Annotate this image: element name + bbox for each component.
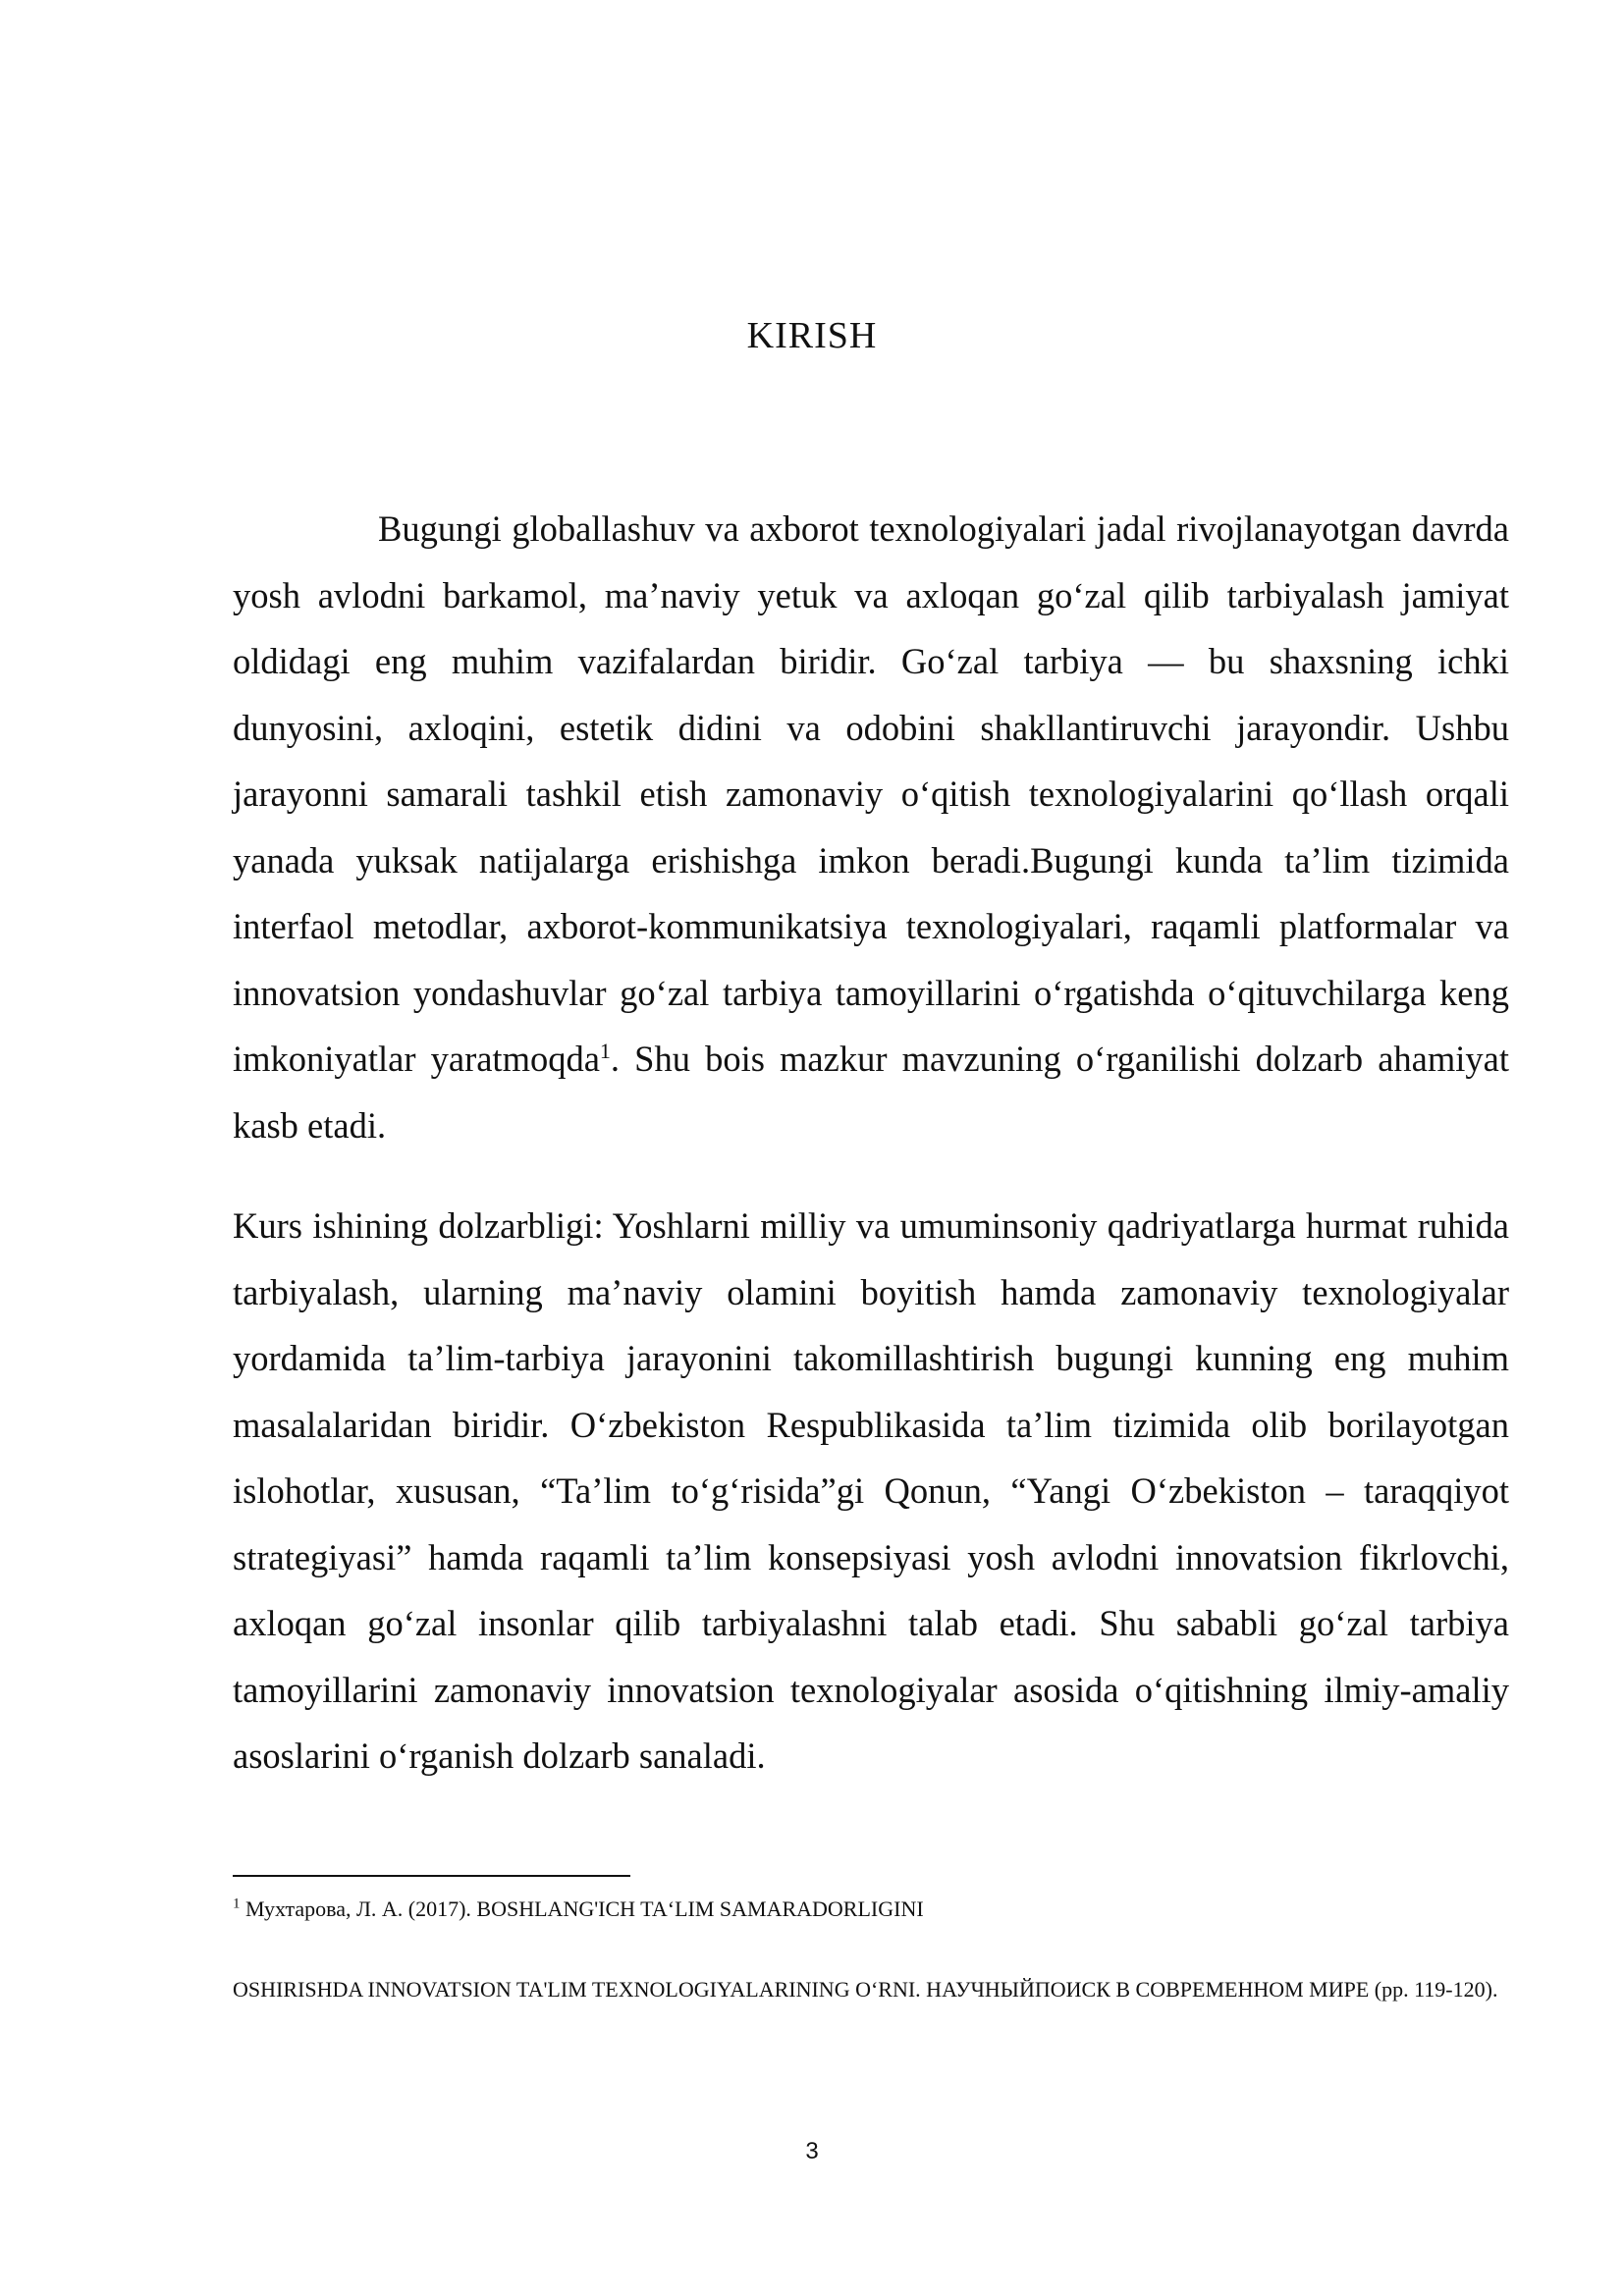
intro-paragraph-text: Bugungi globallashuv va axborot texnologiyalari jadal rivojlanayotgan davrda yosh avlodni barkamol, ma’naviy yetuk va axloqan go‘zal qilib tarbiyalash jamiyat oldidagi eng muhim vazifalardan biridir. Go‘zal tarbiya — bu shaxsning ichki dunyosini, axloqini, estetik didini va odobini shakllantiruvchi jarayondir. Ushbu jarayonni samarali tashkil etish zamonaviy o‘qitish texnologiyalarini qo‘llash orqali yanada yuksak natijalarga erishishga imkon beradi.Bugungi kunda ta’lim tizimida interfaol metodlar, axborot-kommunikatsiya texnologiyalari, raqamli platformalar va innovatsion yondashuvlar go‘zal tarbiya tamoyillarini o‘rgatishda o‘qituvchilarga keng imkoniyatlar yaratmoqda [233,508,1509,1079]
page-title: KIRISH [746,315,878,356]
footnote-reference[interactable]: 1 [599,1038,611,1063]
footnote-mark: 1 [233,1896,241,1912]
page-number: 3 [805,2138,819,2164]
relevance-text: Yoshlarni milliy va umuminsoniy qadriyatlarga hurmat ruhida tarbiyalash, ularning ma’naviy olamini boyitish hamda zamonaviy texnologiyalar yordamida ta’lim-tarbiya jarayonini takomillashtirish bugungi kunning eng muhim masalalaridan biridir. O‘zbekiston Respublikasida ta’lim tizimida olib borilayotgan islohotlar, xususan, “Ta’lim to‘g‘risida”gi Qonun, “Yangi O‘zbekiston – taraqqiyot strategiyasi” hamda raqamli ta’lim konsepsiyasi yosh avlodni innovatsion fikrlovchi, axloqan go‘zal insonlar qilib tarbiyalashni talab etadi. Shu sababli go‘zal tarbiya tamoyillarini zamonaviy innovatsion texnologiyalar asosida o‘qitishning ilmiy-amaliy asoslarini o‘rganish dolzarb sanaladi. [233,1205,1510,1776]
intro-paragraph [233,496,1509,1158]
footnote-line-1 [233,1890,1509,1929]
footnote-line-2: OSHIRISHDA INNOVATSION TA'LIM TEXNOLOGIYALARINING O‘RNI. НАУЧНЫЙПОИСК В СОВРЕМЕННОМ МИРЕ (pp. 119-120). [233,1977,1498,2002]
relevance-label: Kurs ishining dolzarbligi: [233,1205,604,1246]
footnote-separator [233,1875,630,1877]
intro-paragraph-text-end: . Shu bois mazkur mavzuning o‘rganilishi dolzarb ahamiyat kasb etadi. [233,1039,1509,1146]
footnote-citation-start: Мухтарова, Л. А. (2017). BOSHLANG'ICH TA‘LIM SAMARADORLIGINI [245,1896,924,1921]
relevance-paragraph [233,1193,1509,1789]
